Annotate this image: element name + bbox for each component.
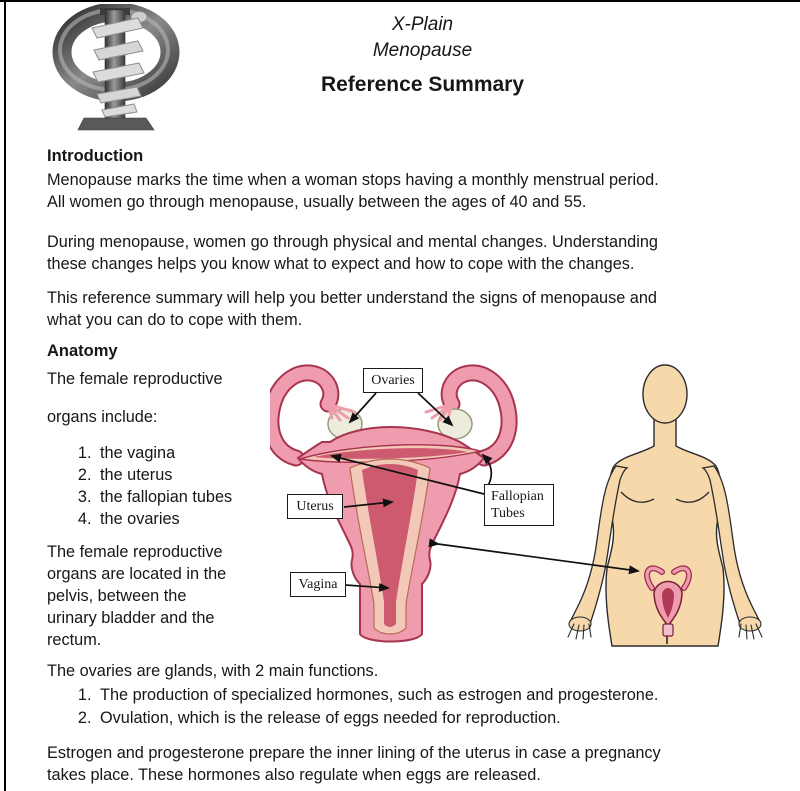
- ovaries-functions-list: [70, 684, 658, 730]
- vagina-label: Vagina: [290, 572, 346, 597]
- location-line: rectum.: [47, 631, 102, 649]
- organ-list-item: 4. the ovaries: [96, 508, 232, 530]
- intro-p2-line: these changes helps you know what to expect and how to cope with the changes.: [47, 255, 635, 273]
- doc-title-topic: Menopause: [372, 40, 473, 61]
- uterus-label: Uterus: [287, 494, 343, 519]
- anatomy-lead-line: organs include:: [47, 408, 158, 426]
- closing-line: takes place. These hormones also regulate when eggs are released.: [47, 766, 541, 784]
- doc-title-brand: X-Plain: [391, 14, 454, 35]
- organ-list-item: 2. the uterus: [96, 464, 232, 486]
- organ-list-item: 1. the vagina: [96, 442, 232, 464]
- female-body-figure: [568, 365, 762, 646]
- anatomy-heading: Anatomy: [47, 342, 118, 360]
- intro-p1-line: All women go through menopause, usually between the ages of 40 and 55.: [47, 193, 587, 211]
- doc-title-type: Reference Summary: [320, 73, 525, 96]
- introduction-heading: Introduction: [47, 147, 144, 165]
- intro-p1-line: Menopause marks the time when a woman stops having a monthly menstrual period.: [47, 171, 659, 189]
- fallopian-tubes-label-line: Fallopian: [491, 489, 544, 504]
- page-left-edge-line: [4, 0, 6, 791]
- intro-p2-line: During menopause, women go through physical and mental changes. Understanding: [47, 233, 658, 251]
- ovaries-label: Ovaries: [363, 368, 423, 393]
- fallopian-tubes-label-line: Tubes: [491, 506, 525, 521]
- location-line: pelvis, between the: [47, 587, 187, 605]
- ovaries-functions-intro: The ovaries are glands, with 2 main functions.: [47, 662, 379, 680]
- location-line: urinary bladder and the: [47, 609, 215, 627]
- ovaries-function-item: 2. Ovulation, which is the release of eggs needed for reproduction.: [96, 707, 658, 730]
- intro-p3-line: what you can do to cope with them.: [47, 311, 303, 329]
- anatomy-lead-line: The female reproductive: [47, 370, 223, 388]
- location-line: The female reproductive: [47, 543, 223, 561]
- closing-line: Estrogen and progesterone prepare the inner lining of the uterus in case a pregnancy: [47, 744, 661, 762]
- ovaries-function-item: 1. The production of specialized hormones, such as estrogen and progesterone.: [96, 684, 658, 707]
- organ-list: [70, 442, 232, 530]
- location-line: organs are located in the: [47, 565, 227, 583]
- intro-p3-line: This reference summary will help you better understand the signs of menopause and: [47, 289, 657, 307]
- organ-list-item: 3. the fallopian tubes: [96, 486, 232, 508]
- fallopian-tubes-label: [484, 484, 554, 526]
- ovaries-left-arrow: [350, 393, 376, 422]
- page-top-edge-line: [0, 0, 800, 2]
